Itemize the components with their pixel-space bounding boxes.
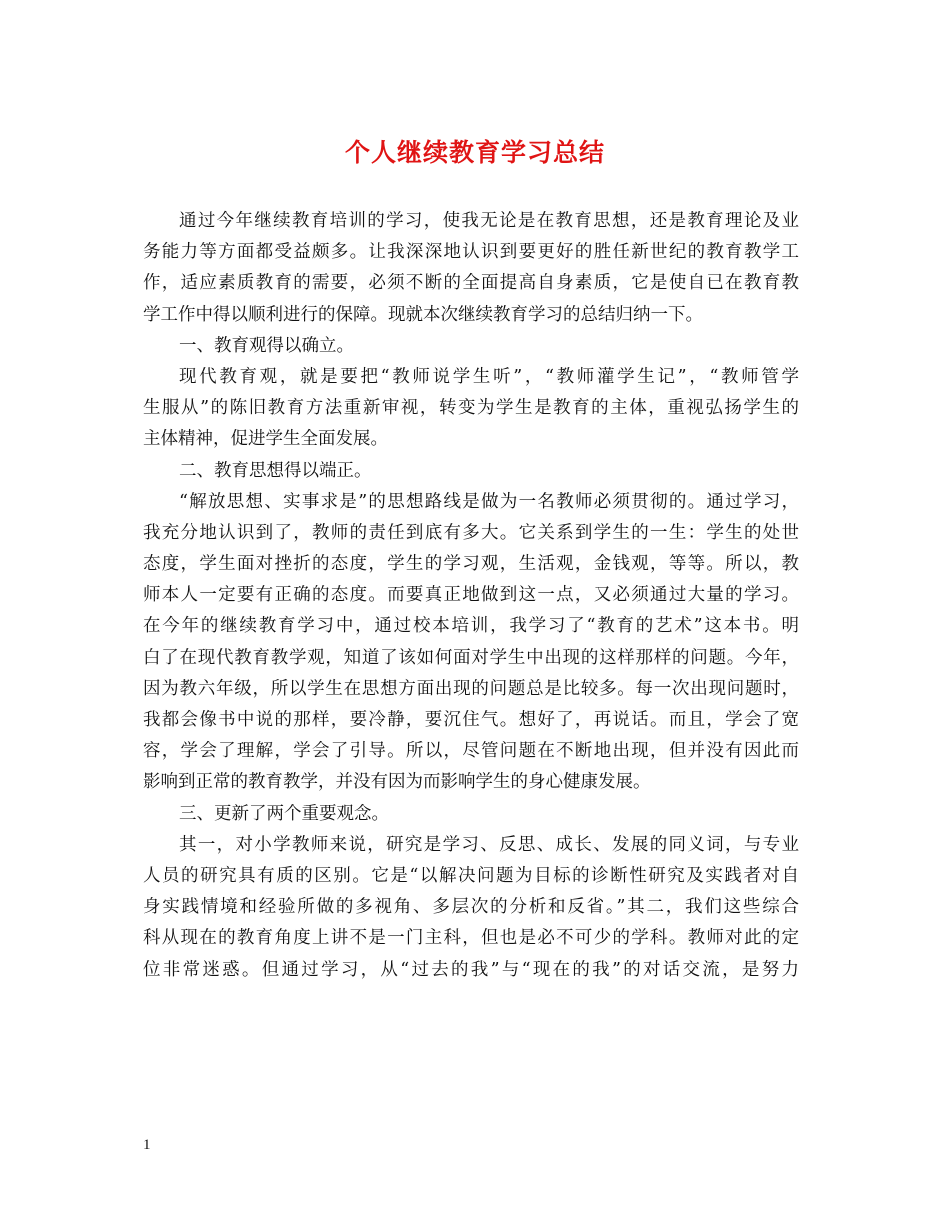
text-line: 人员的研究具有质的区别。它是“以解决问题为目标的诊断性研究及实践者对自 bbox=[143, 865, 799, 886]
text-line: 务能力等方面都受益颇多。让我深深地认识到要更好的胜任新世纪的教育教学工 bbox=[143, 242, 799, 263]
text-line: 身实践情境和经验所做的多视角、多层次的分析和反省。”其二，我们这些综合 bbox=[143, 897, 799, 918]
text-line: 一、教育观得以确立。 bbox=[179, 335, 354, 356]
text-line: 在今年的继续教育学习中，通过校本培训，我学习了“教育的艺术”这本书。明 bbox=[143, 616, 799, 637]
text-line: 位非常迷惑。但通过学习，从“过去的我”与“现在的我”的对话交流，是努力 bbox=[143, 959, 799, 980]
text-line: 现代教育观，就是要把“教师说学生听”，“教师灌学生记”，“教师管学 bbox=[179, 366, 799, 387]
text-line: 白了在现代教育教学观，知道了该如何面对学生中出现的这样那样的问题。今年， bbox=[143, 647, 799, 668]
text-line: 态度，学生面对挫折的态度，学生的学习观，生活观，金钱观，等等。所以，教 bbox=[143, 554, 799, 575]
text-line: 科从现在的教育角度上讲不是一门主科，但也是必不可少的学科。教师对此的定 bbox=[143, 928, 799, 949]
page-number: 1 bbox=[143, 1137, 151, 1153]
text-line: 主体精神，促进学生全面发展。 bbox=[143, 429, 388, 450]
text-line: “解放思想、实事求是”的思想路线是做为一名教师必须贯彻的。通过学习， bbox=[179, 491, 799, 512]
text-line: 影响到正常的教育教学，并没有因为而影响学生的身心健康发展。 bbox=[143, 772, 651, 793]
text-line: 师本人一定要有正确的态度。而要真正地做到这一点，又必须通过大量的学习。 bbox=[143, 585, 799, 606]
text-line: 其一，对小学教师来说，研究是学习、反思、成长、发展的同义词，与专业 bbox=[179, 834, 799, 855]
text-line: 生服从”的陈旧教育方法重新审视，转变为学生是教育的主体，重视弘扬学生的 bbox=[143, 398, 799, 419]
text-line: 学工作中得以顺利进行的保障。现就本次继续教育学习的总结归纳一下。 bbox=[143, 304, 703, 325]
document-body bbox=[143, 206, 799, 986]
text-line: 我充分地认识到了，教师的责任到底有多大。它关系到学生的一生：学生的处世 bbox=[143, 522, 799, 543]
text-line: 二、教育思想得以端正。 bbox=[179, 460, 372, 481]
text-line: 三、更新了两个重要观念。 bbox=[179, 803, 389, 824]
text-line: 作，适应素质教育的需要，必须不断的全面提高自身素质，它是使自已在教育教 bbox=[143, 273, 799, 294]
document-title: 个人继续教育学习总结 bbox=[344, 138, 605, 167]
text-line: 通过今年继续教育培训的学习，使我无论是在教育思想，还是教育理论及业 bbox=[179, 211, 799, 231]
text-line: 我都会像书中说的那样，要冷静，要沉住气。想好了，再说话。而且，学会了宽 bbox=[143, 710, 799, 730]
text-line: 容，学会了理解，学会了引导。所以，尽管问题在不断地出现，但并没有因此而 bbox=[143, 741, 799, 762]
text-line: 因为教六年级，所以学生在思想方面出现的问题总是比较多。每一次出现问题时， bbox=[143, 678, 799, 699]
